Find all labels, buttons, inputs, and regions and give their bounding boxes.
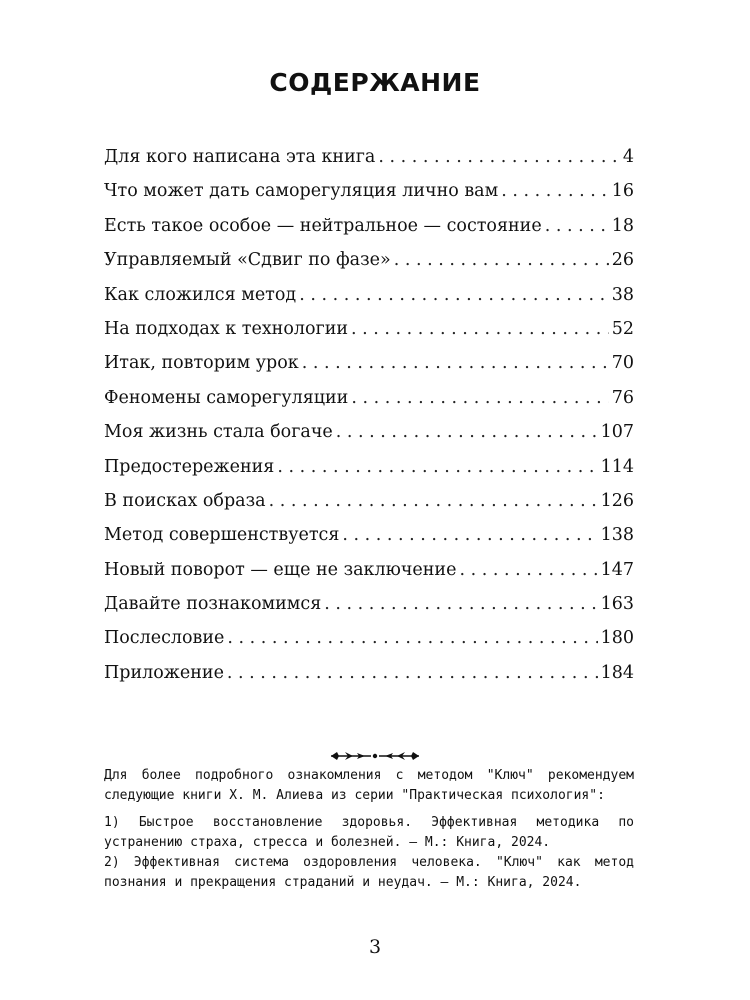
toc-entry xyxy=(104,285,634,319)
toc-entry xyxy=(104,422,634,456)
toc-dot-leader xyxy=(342,525,597,545)
recommended-book: 1) Быстрое восстановление здоровья. Эффективная методика по устранению страха, стресса и болезней. — М.: Книга, 2024. xyxy=(104,815,634,850)
toc-entry-title: Новый поворот — еще не заключение xyxy=(104,559,457,580)
table-of-contents xyxy=(104,147,634,697)
toc-entry-title: Моя жизнь стала богаче xyxy=(104,422,333,443)
toc-entry-page: 26 xyxy=(611,250,634,271)
page-title: СОДЕРЖАНИЕ xyxy=(269,68,481,97)
toc-dot-leader xyxy=(545,216,609,236)
toc-entry-title: Управляемый «Сдвиг по фазе» xyxy=(104,250,391,271)
ornament-divider-icon xyxy=(329,749,421,763)
toc-entry-page: 107 xyxy=(600,422,634,443)
toc-dot-leader xyxy=(394,250,609,270)
toc-entry xyxy=(104,353,634,387)
toc-dot-leader xyxy=(459,560,597,580)
toc-entry-title: Как сложился метод xyxy=(104,284,297,305)
toc-entry xyxy=(104,663,634,697)
toc-entry xyxy=(104,491,634,525)
toc-dot-leader xyxy=(227,628,597,648)
toc-entry-title: Послесловие xyxy=(104,628,225,649)
toc-entry-page: 163 xyxy=(600,594,634,615)
toc-dot-leader xyxy=(351,388,608,408)
toc-entry xyxy=(104,525,634,559)
toc-entry-page: 138 xyxy=(600,525,634,546)
toc-dot-leader xyxy=(336,422,598,442)
toc-entry xyxy=(104,250,634,284)
toc-entry-title: Приложение xyxy=(104,662,224,683)
toc-entry xyxy=(104,216,634,250)
toc-entry-title: На подходах к технологии xyxy=(104,318,349,339)
toc-entry-title: Есть такое особое — нейтральное — состояние xyxy=(104,215,542,236)
toc-dot-leader xyxy=(378,147,620,167)
toc-entry-title: Давайте познакомимся xyxy=(104,594,322,615)
toc-entry-title: Метод совершенствуется xyxy=(104,525,340,546)
toc-entry-title: Что может дать саморегуляция лично вам xyxy=(104,181,499,202)
toc-entry-title: Итак, повторим урок xyxy=(104,353,299,374)
toc-entry xyxy=(104,388,634,422)
toc-entry-page: 147 xyxy=(600,559,634,580)
toc-entry-page: 52 xyxy=(611,318,634,339)
toc-dot-leader xyxy=(501,181,608,201)
toc-entry-page: 18 xyxy=(611,215,634,236)
toc-entry-page: 180 xyxy=(600,628,634,649)
toc-entry-page: 126 xyxy=(600,490,634,511)
toc-entry xyxy=(104,457,634,491)
toc-entry xyxy=(104,560,634,594)
toc-dot-leader xyxy=(351,319,609,339)
toc-dot-leader xyxy=(269,491,598,511)
recommendation-block xyxy=(104,766,634,893)
toc-entry-title: Феномены саморегуляции xyxy=(104,387,349,408)
toc-entry-title: В поисках образа xyxy=(104,490,266,511)
toc-entry xyxy=(104,628,634,662)
toc-dot-leader xyxy=(324,594,597,614)
toc-entry xyxy=(104,181,634,215)
toc-dot-leader xyxy=(227,663,598,683)
toc-dot-leader xyxy=(277,457,597,477)
toc-entry-title: Предостережения xyxy=(104,456,275,477)
page-number: 3 xyxy=(368,936,382,958)
toc-dot-leader xyxy=(302,353,609,373)
ornament-divider xyxy=(0,749,750,763)
toc-entry xyxy=(104,147,634,181)
toc-entry-page: 76 xyxy=(611,387,634,408)
toc-entry-page: 38 xyxy=(611,284,634,305)
toc-entry-page: 4 xyxy=(622,147,634,167)
toc-entry-page: 16 xyxy=(611,181,634,202)
toc-entry-page: 70 xyxy=(611,353,634,374)
toc-entry-page: 184 xyxy=(600,662,634,683)
toc-entry xyxy=(104,594,634,628)
recommended-book: 2) Эффективная система оздоровления человека. "Ключ" как метод познания и прекращения страданий и неудач. — М.: Книга, 2024. xyxy=(104,855,634,890)
toc-entry-title: Для кого написана эта книга xyxy=(104,147,376,167)
toc-dot-leader xyxy=(299,285,609,305)
recommendation-intro: Для более подробного ознакомления с методом "Ключ" рекомендуем следующие книги Х. М. Алиева из серии "Практическая психология": xyxy=(104,768,634,803)
toc-entry xyxy=(104,319,634,353)
toc-entry-page: 114 xyxy=(600,456,634,477)
